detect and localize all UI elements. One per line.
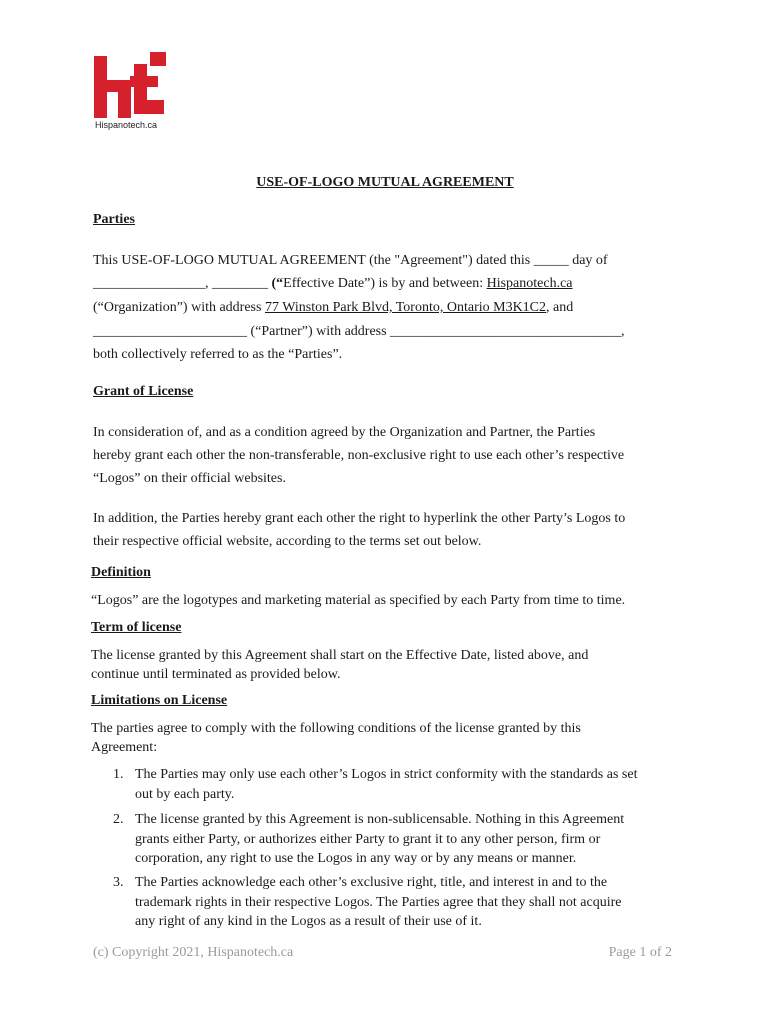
document-title: USE-OF-LOGO MUTUAL AGREEMENT (256, 175, 514, 190)
grant-p2-line-1: In addition, the Parties hereby grant each other the right to hyperlink the other Party’s Logos to (93, 511, 626, 526)
page-number: Page 1 of 2 (608, 945, 672, 960)
grant-heading: Grant of License (93, 384, 194, 399)
list-item: 2. The license granted by this Agreement is non-sublicensable. Nothing in this Agreement grants either Party, or authorizes either Party to grant it to any other person, firm or corporation, any right to use the Logos in any way or by any means or manner. (113, 812, 625, 866)
limitations-heading: Limitations on License (91, 693, 228, 708)
footer-copyright: (c) Copyright 2021, Hispanotech.ca (93, 945, 294, 960)
parties-line-5: both collectively referred to as the “Parties”. (93, 347, 343, 362)
limitations-intro-line-2: Agreement: (91, 740, 158, 755)
logo-wordmark: Hispanotech.ca (95, 120, 158, 130)
definition-text: “Logos” are the logotypes and marketing material as specified by each Party from time to time. (91, 593, 626, 608)
parties-heading: Parties (93, 212, 135, 227)
grant-p1-line-3: “Logos” on their official websites. (93, 471, 286, 486)
list-item-number: 2. (113, 812, 124, 827)
grant-p1-line-2: hereby grant each other the non-transferable, non-exclusive right to use each other’s respective (93, 448, 625, 463)
term-line-1: The license granted by this Agreement shall start on the Effective Date, listed above, and (91, 648, 589, 663)
grant-p1-line-1: In consideration of, and as a condition agreed by the Organization and Partner, the Parties (93, 425, 596, 440)
term-heading: Term of license (91, 620, 182, 635)
term-line-2: continue until terminated as provided below. (91, 667, 341, 682)
organization-address: 77 Winston Park Blvd, Toronto, Ontario M3K1C2 (264, 300, 547, 315)
organization-name: Hispanotech.ca (486, 276, 573, 291)
parties-line-4: ______________________ (“Partner”) with address _________________________________, (93, 324, 625, 339)
list-item: 1. The Parties may only use each other’s Logos in strict conformity with the standards as set out by each party. (113, 767, 638, 802)
parties-line-1: This USE-OF-LOGO MUTUAL AGREEMENT (the "Agreement") dated this _____ day of (93, 253, 608, 268)
parties-line-2: ________________, ________ (“Effective Date”) is by and between: Hispanotech.ca (93, 276, 573, 291)
limitations-intro-line-1: The parties agree to comply with the following conditions of the license granted by this (91, 721, 581, 736)
list-item-number: 1. (113, 767, 124, 782)
list-item: 3. The Parties acknowledge each other’s exclusive right, title, and interest in and to the trademark rights in their respective Logos. The Parties agree that they shall not acquire any right of any kind in the Logos as a result of their use of it. (113, 875, 622, 929)
parties-line-3: (“Organization”) with address 77 Winston Park Blvd, Toronto, Ontario M3K1C2, and (93, 300, 574, 315)
grant-p2-line-2: their respective official website, according to the terms set out below. (93, 534, 482, 549)
definition-heading: Definition (91, 565, 151, 580)
list-item-number: 3. (113, 875, 124, 890)
